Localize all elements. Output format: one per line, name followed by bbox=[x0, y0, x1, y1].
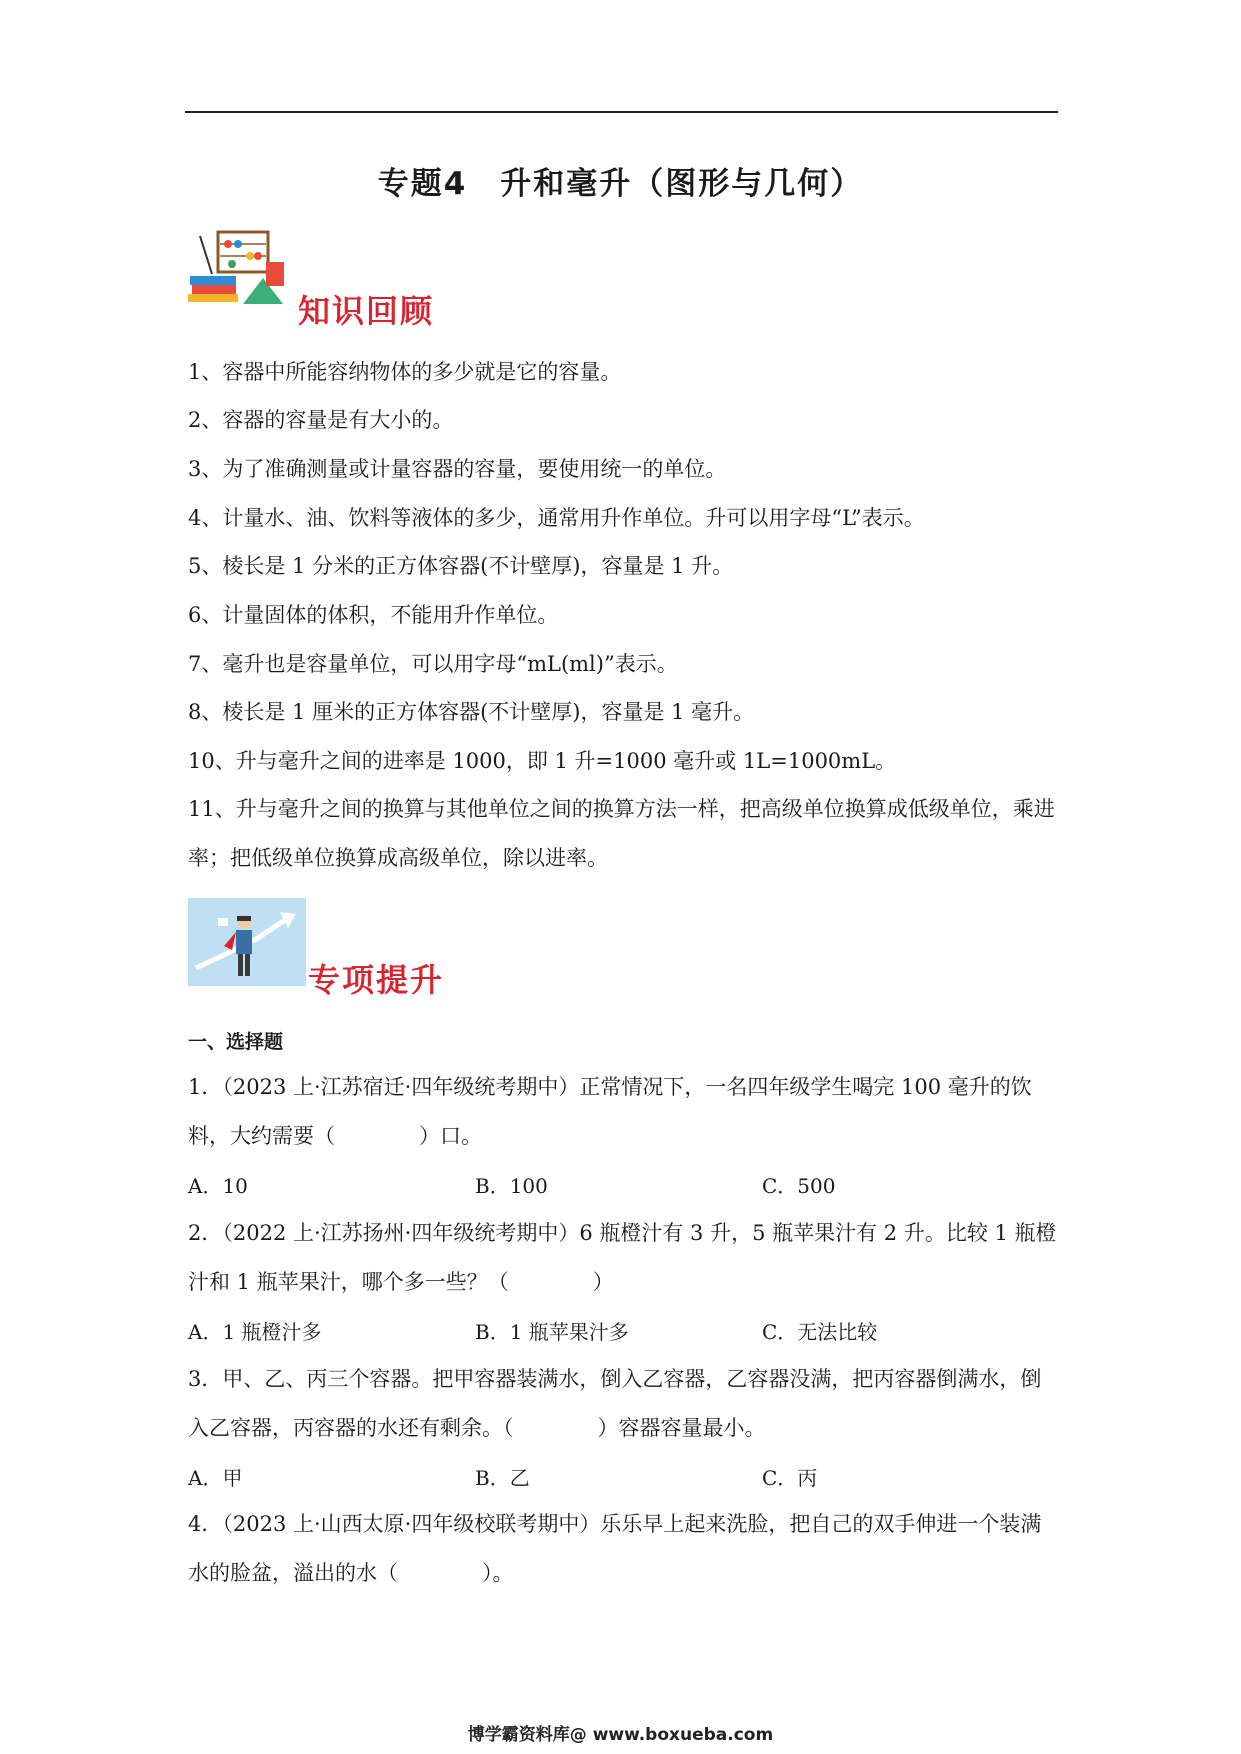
question-text: 3．甲、乙、丙三个容器。把甲容器装满水，倒入乙容器，乙容器没满，把丙容器倒满水，倒入乙容器，丙容器的水还有剩余。（ ）容器容量最小。 bbox=[188, 1367, 1042, 1440]
knowledge-item: 10、升与毫升之间的进率是 1000，即 1 升=1000 毫升或 1L=1000mL。 bbox=[188, 749, 897, 773]
header-rule bbox=[185, 111, 1058, 113]
question-text: 4．（2023 上·山西太原·四年级校联考期中）乐乐早上起来洗脸，把自己的双手伸进一个装满水的脸盆，溢出的水（ ）。 bbox=[188, 1512, 1042, 1585]
knowledge-item: 8、棱长是 1 厘米的正方体容器(不计壁厚)，容量是 1 毫升。 bbox=[188, 700, 755, 724]
page-title: 专题4 升和毫升（图形与几何） bbox=[377, 166, 864, 202]
option-a: A．10 bbox=[188, 1174, 248, 1198]
option-c: C．丙 bbox=[762, 1466, 818, 1490]
knowledge-item: 6、计量固体的体积，不能用升作单位。 bbox=[188, 603, 559, 627]
growth-chart-icon bbox=[188, 898, 306, 986]
knowledge-item: 7、毫升也是容量单位，可以用字母“mL(ml)”表示。 bbox=[188, 652, 678, 676]
knowledge-item: 3、为了准确测量或计量容器的容量，要使用统一的单位。 bbox=[188, 457, 727, 481]
section-title-practice: 专项提升 bbox=[308, 961, 445, 999]
knowledge-item: 1、容器中所能容纳物体的多少就是它的容量。 bbox=[188, 360, 622, 384]
option-a: A．1 瓶橙汁多 bbox=[188, 1320, 322, 1344]
knowledge-item: 11、升与毫升之间的换算与其他单位之间的换算方法一样，把高级单位换算成低级单位，乘进率；把低级单位换算成高级单位，除以进率。 bbox=[188, 797, 1055, 870]
knowledge-item: 2、容器的容量是有大小的。 bbox=[188, 408, 454, 432]
stationery-icon bbox=[188, 226, 288, 306]
option-c: C．无法比较 bbox=[762, 1320, 878, 1344]
option-a: A．甲 bbox=[188, 1466, 243, 1490]
option-b: B．乙 bbox=[475, 1466, 530, 1490]
page-footer: 博学霸资料库@ www.boxueba.com bbox=[467, 1725, 774, 1745]
option-b: B．1 瓶苹果汁多 bbox=[475, 1320, 629, 1344]
option-c: C．500 bbox=[762, 1174, 836, 1198]
section-title-review: 知识回顾 bbox=[298, 292, 435, 330]
knowledge-item: 4、计量水、油、饮料等液体的多少，通常用升作单位。升可以用字母“L”表示。 bbox=[188, 506, 925, 530]
knowledge-item: 5、棱长是 1 分米的正方体容器(不计壁厚)，容量是 1 升。 bbox=[188, 554, 734, 578]
part-heading: 一、选择题 bbox=[188, 1031, 284, 1053]
question-text: 1．（2023 上·江苏宿迁·四年级统考期中）正常情况下，一名四年级学生喝完 100 毫升的饮料，大约需要（ ）口。 bbox=[188, 1075, 1032, 1148]
option-b: B．100 bbox=[475, 1174, 548, 1198]
question-text: 2．（2022 上·江苏扬州·四年级统考期中）6 瓶橙汁有 3 升，5 瓶苹果汁有 2 升。比较 1 瓶橙汁和 1 瓶苹果汁，哪个多一些？（ ） bbox=[188, 1221, 1057, 1294]
